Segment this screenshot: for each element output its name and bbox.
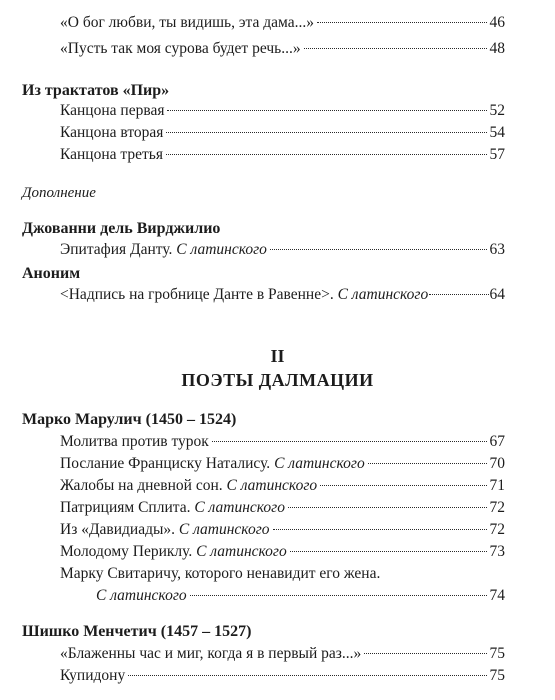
dot-leader — [304, 47, 487, 49]
page-number: 63 — [489, 241, 505, 258]
author-heading: Аноним — [22, 265, 81, 282]
toc-entry[interactable] — [60, 454, 505, 474]
dot-leader — [273, 528, 487, 530]
page-number: 74 — [489, 587, 505, 604]
translation-note: С латинского — [274, 455, 365, 472]
dot-leader — [368, 462, 487, 464]
page-number: 70 — [489, 455, 505, 472]
author-heading: Джованни дель Вирджилио — [22, 220, 221, 237]
translation-note: С латинского — [337, 286, 429, 303]
dot-leader — [290, 550, 487, 552]
dot-leader — [166, 131, 486, 133]
toc-entry[interactable] — [60, 285, 505, 305]
page-number: 52 — [489, 102, 505, 119]
dot-leader — [429, 293, 488, 295]
section-title: ПОЭТЫ ДАЛМАЦИИ — [181, 370, 374, 390]
section-numeral: II — [270, 346, 285, 366]
entry-title: «Блаженны час и миг, когда я в первый раз...» — [60, 645, 362, 662]
dot-leader — [190, 594, 487, 596]
toc-entry[interactable] — [60, 123, 505, 143]
author-heading: Из трактатов «Пир» — [22, 82, 170, 99]
author-heading: Шишко Менчетич (1457 – 1527) — [22, 623, 252, 640]
toc-entry[interactable] — [60, 476, 505, 496]
entry-title: Патрициям Сплита. С латинского — [60, 499, 285, 516]
toc-entry-continuation[interactable] — [96, 586, 505, 606]
toc-entry[interactable] — [60, 240, 505, 260]
translation-note: С латинского — [176, 241, 267, 258]
toc-entry[interactable] — [60, 644, 505, 664]
toc-entry[interactable] — [60, 39, 505, 59]
toc-entry-multiline[interactable] — [60, 564, 505, 584]
toc-entry[interactable] — [60, 542, 505, 562]
entry-title: «Пусть так моя сурова будет речь...» — [60, 40, 301, 57]
dot-leader — [317, 21, 487, 23]
dot-leader — [166, 153, 487, 155]
dot-leader — [288, 506, 487, 508]
page-number: 72 — [489, 499, 505, 516]
toc-entry[interactable] — [60, 666, 505, 686]
page-number: 67 — [489, 433, 505, 450]
dot-leader — [364, 652, 486, 654]
dot-leader — [270, 248, 487, 250]
page-number: 48 — [489, 40, 505, 57]
dot-leader — [128, 674, 486, 676]
dot-leader — [167, 109, 486, 111]
page-number: 75 — [489, 667, 505, 684]
entry-title: Канцона первая — [60, 102, 165, 119]
dot-leader — [320, 484, 486, 486]
page-number: 46 — [489, 14, 505, 31]
entry-title: Жалобы на дневной сон. С латинского — [60, 477, 318, 494]
author-heading: Марко Марулич (1450 – 1524) — [22, 411, 237, 428]
supplement-label: Дополнение — [22, 185, 96, 201]
entry-title: Марку Свитаричу, которого ненавидит его жена. — [60, 565, 381, 582]
toc-entry[interactable] — [60, 101, 505, 121]
entry-title: Канцона вторая — [60, 124, 164, 141]
toc-entry[interactable] — [60, 145, 505, 165]
toc-entry[interactable] — [60, 520, 505, 540]
page-number: 75 — [489, 645, 505, 662]
entry-title: <Надпись на гробнице Данте в Равенне>. С латинского — [60, 286, 429, 303]
page-number: 71 — [489, 477, 505, 494]
page-number: 72 — [489, 521, 505, 538]
entry-title: Эпитафия Данту. С латинского — [60, 241, 267, 258]
page-number: 73 — [489, 543, 505, 560]
entry-title: Молитва против турок — [60, 433, 209, 450]
translation-note: С латинского — [96, 587, 187, 604]
entry-title: Молодому Периклу. С латинского — [60, 543, 287, 560]
toc-entry[interactable] — [60, 432, 505, 452]
entry-title: Послание Франциску Наталису. С латинского — [60, 455, 365, 472]
entry-title: «О бог любви, ты видишь, эта дама...» — [60, 14, 314, 31]
toc-entry[interactable] — [60, 13, 505, 33]
translation-note: С латинского — [178, 521, 270, 538]
entry-title: Купидону — [60, 667, 126, 684]
entry-title: Из «Давидиады». С латинского — [60, 521, 270, 538]
dot-leader — [212, 440, 487, 442]
translation-note: С латинского — [196, 543, 287, 560]
entry-title: Канцона третья — [60, 146, 163, 163]
toc-entry[interactable] — [60, 498, 505, 518]
page-number: 57 — [489, 146, 505, 163]
page-number: 64 — [489, 286, 505, 303]
page-number: 54 — [489, 124, 505, 141]
translation-note: С латинского — [226, 477, 318, 494]
translation-note: С латинского — [194, 499, 285, 516]
